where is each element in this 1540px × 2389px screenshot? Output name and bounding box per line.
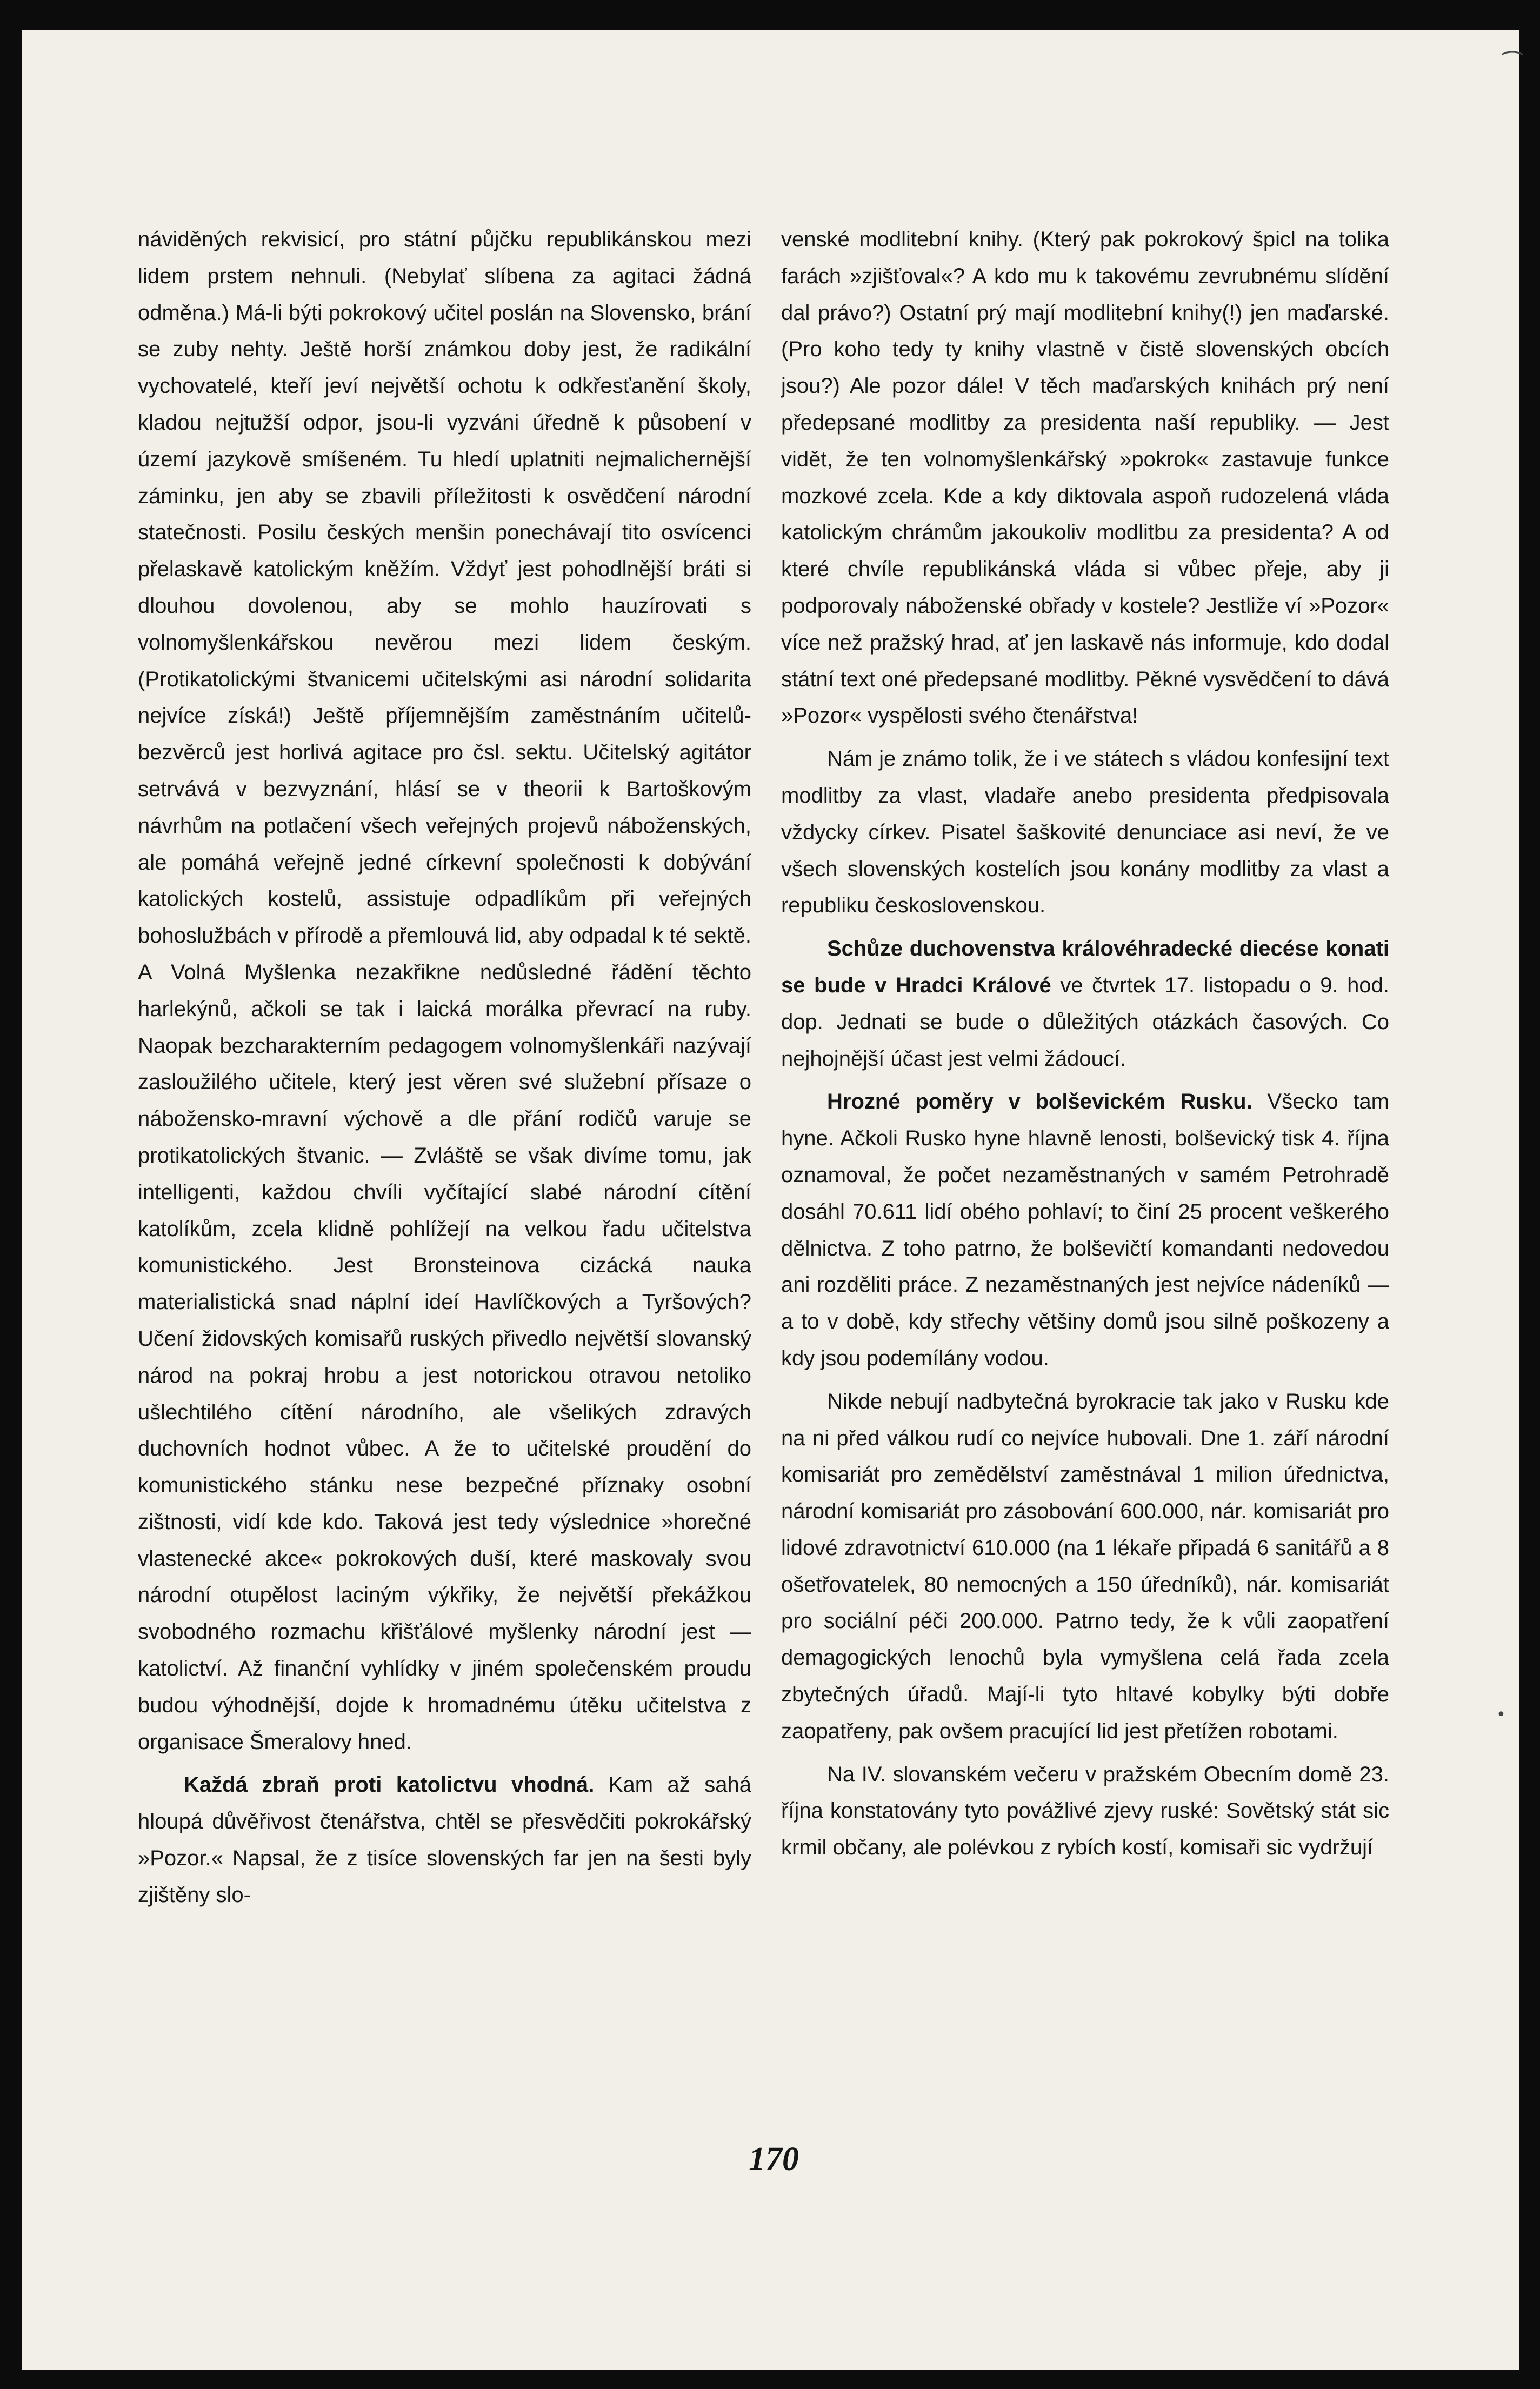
paragraph-text: Kam až sahá hloupá důvěřivost čtenářstva, chtěl se přesvědčiti pokrokářský »Pozor.« Napsal, že z tisíce slovenských far jen na šesti byly zjištěny slo- — [138, 1773, 751, 1907]
paragraph-heading: Schůze duchovenstva královéhradecké diecése konati se bude v Hradci Králové — [781, 937, 1389, 997]
left-paragraph: náviděných rekvisicí, pro státní půjčku republikánskou mezi lidem prstem nehnuli. (Nebylať slíbena za agitaci žádná odměna.) Má-li býti pokrokový učitel poslán na Slovensko, brání se zuby nehty. Ještě horší známkou doby jest, že radikální vychovatelé, kteří jeví největší ochotu k odkřesťanění školy, kladou nejtužší odpor, jsou-li vyzváni úředně k působení v území jazykově smíšeném. Tu hledí uplatniti nejmalichernější záminku, jen aby se zbavili příležitosti k osvědčení národní statečnosti. Posilu českých menšin ponechávají tito osvícenci přelaskavě katolickým kněžím. Vždyť jest pohodlnější bráti si dlouhou dovolenou, aby se mohlo hauzírovati s volnomyšlenkářskou nevěrou mezi lidem českým. (Protikatolickými štvanicemi učitelskými asi národní solidarita nejvíce získá!) Ještě příjemnějším zaměstnáním učitelů-bezvěrců jest horlivá agitace pro čsl. sektu. Učitelský agitátor setrvává v bezvyznání, hlásí se v theorii k Bartoškovým návrhům na potlačení všech veřejných projevů náboženských, ale pomáhá veřejně jedné církevní společnosti k dobývání katolických kostelů, assistuje odpadlíkům při veřejných bohoslužbách v přírodě a přemlouvá lid, aby odpadal k té sektě. A Volná Myšlenka nezakřikne nedůsledné řádění těchto harlekýnů, ačkoli se tak i laická morálka převrací na ruby. Naopak bezcharakterním pedagogem volnomyšlenkáři nazývají zasloužilého učitele, který jest věren své služební přísaze o nábožensko-mravní výchově a dle přání rodičů varuje se protikatolických štvanic. — Zvláště se však divíme tomu, jak intelligenti, každou chvíli vyčítající slabé národní cítění katolíkům, zcela klidně pohlížejí na velkou řadu učitelstva komunistického. Jest Bronsteinova cizácká nauka materialistická snad náplní ideí Havlíčkových a Tyršových? Učení židovských komisařů ruských přivedlo největší slovanský národ na pokraj hrobu a jest notorickou otravou netoliko ušlechtilého cítění národního, ale všelikých zdravých duchovních hodnot vůbec. A že to učitelské proudění do komunistického stánku nese bezpečné příznaky osobní zištnosti, vidí kde kdo. Taková jest tedy výslednice »horečné vlastenecké akce« pokrokových duší, které maskovaly svou národní otupělost laciným výkřiky, že největší překážkou svobodného rozmachu křišťálové myšlenky národní jest — katolictví. Až finanční vyhlídky v jiném společenském proudu budou výhodnější, dojde k hromadnému útěku učitelstva z organisace Šmeralovy hned. — [138, 228, 751, 1754]
left-paragraph-last — [138, 1767, 751, 1913]
paragraph-heading: Každá zbraň proti katolictvu vhodná. — [184, 1773, 595, 1797]
right-paragraph — [781, 1384, 1389, 1750]
right-paragraph: venské modlitební knihy. (Který pak pokrokový špicl na tolika farách »zjišťoval«? A kdo mu k takovému zevrubnému slídění dal právo?) Ostatní prý mají modlitební knihy(!) jen maďarské. (Pro koho tedy ty knihy vlastně v čistě slovenských obcích jsou?) Ale pozor dále! V těch maďarských knihách prý není předepsané modlitby za presidenta naší republiky. — Jest vidět, že ten volnomyšlenkářský »pokrok« zastavuje funkce mozkové zcela. Kde a kdy diktovala aspoň rudozelená vláda katolickým chrámům jakoukoliv modlitbu za presidenta? A od které chvíle republikánská vláda si vůbec přeje, aby ji podporovaly náboženské obřady v kostele? Jestliže ví »Pozor« více než pražský hrad, ať jen laskavě nás informuje, kdo dodal státní text oné předepsané modlitby. Pěkné vysvědčení to dává »Pozor« vyspělosti svého čtenářstva! — [781, 228, 1389, 728]
right-paragraph — [781, 931, 1389, 1077]
paragraph-text: Nikde nebují nadbytečná byrokracie tak jako v Rusku kde na ni před válkou rudí co nejvíce hubovali. Dne 1. září národní komisariát pro zemědělství zaměstnával 1 milion úřednictva, národní komisariát pro zásobování 600.000, nár. komisariát pro lidové zdravotnictví 610.000 (na 1 lékaře připadá 6 sanitářů a 8 ošetřovatelek, 80 nemocných a 150 úředníků), nár. komisariát pro sociální péči 200.000. Patrno tedy, že k vůli zaopatření demagogických lenochů byla vymyšlena celá řada zcela zbytečných úřadů. Mají-li tyto hltavé kobylky býti dobře zaopatřeny, pak ovšem pracující lid jest přetížen robotami. — [781, 1389, 1389, 1743]
right-paragraph — [781, 1757, 1389, 1866]
book-page — [22, 30, 1522, 2370]
right-paragraph — [781, 741, 1389, 924]
paragraph-text: ve čtvrtek 17. listopadu o 9. hod. dop. Jednati se bude o důležitých otázkách časových. Co nejhojnější účast jest velmi žádoucí. — [781, 973, 1390, 1071]
right-column — [781, 222, 1389, 1866]
paragraph-text: Všecko tam hyne. Ačkoli Rusko hyne hlavně lenosti, bolševický tisk 4. října oznamoval, že počet nezaměstnaných v samém Petrohradě dosáhl 70.611 lidí obého pohlaví; to činí 25 procent veškerého dělnictva. Z toho patrno, že bolševičtí komandanti nedovedou ani rozděliti práce. Z nezaměstnaných jest nejvíce nádeníků — a to v době, kdy střechy většiny domů jsou silně poškozeny a kdy jsou podemílány vodou. — [781, 1090, 1389, 1370]
left-column — [138, 222, 751, 1914]
right-paragraph — [781, 1084, 1389, 1377]
paragraph-text: Nám je známo tolik, že i ve státech s vládou konfesijní text modlitby za vlast, vladaře anebo presidenta předpisovala vždycky církev. Pisatel šaškovité denunciace asi neví, že ve všech slovenských kostelích jsou konány modlitby za vlast a republiku československou. — [781, 747, 1389, 918]
margin-mark: • — [1496, 1705, 1506, 1724]
margin-mark: ⁀ — [1503, 51, 1522, 79]
paragraph-text: Na IV. slovanském večeru v pražském Obecním domě 23. října konstatovány tyto povážlivé zjevy ruské: Sovětský stát sic krmil občany, ale polévkou z rybích kostí, komisaři sic vydržují — [781, 1762, 1389, 1860]
paragraph-heading: Hrozné poměry v bolševickém Rusku. — [827, 1090, 1252, 1114]
page-number: 170 — [749, 2141, 799, 2178]
